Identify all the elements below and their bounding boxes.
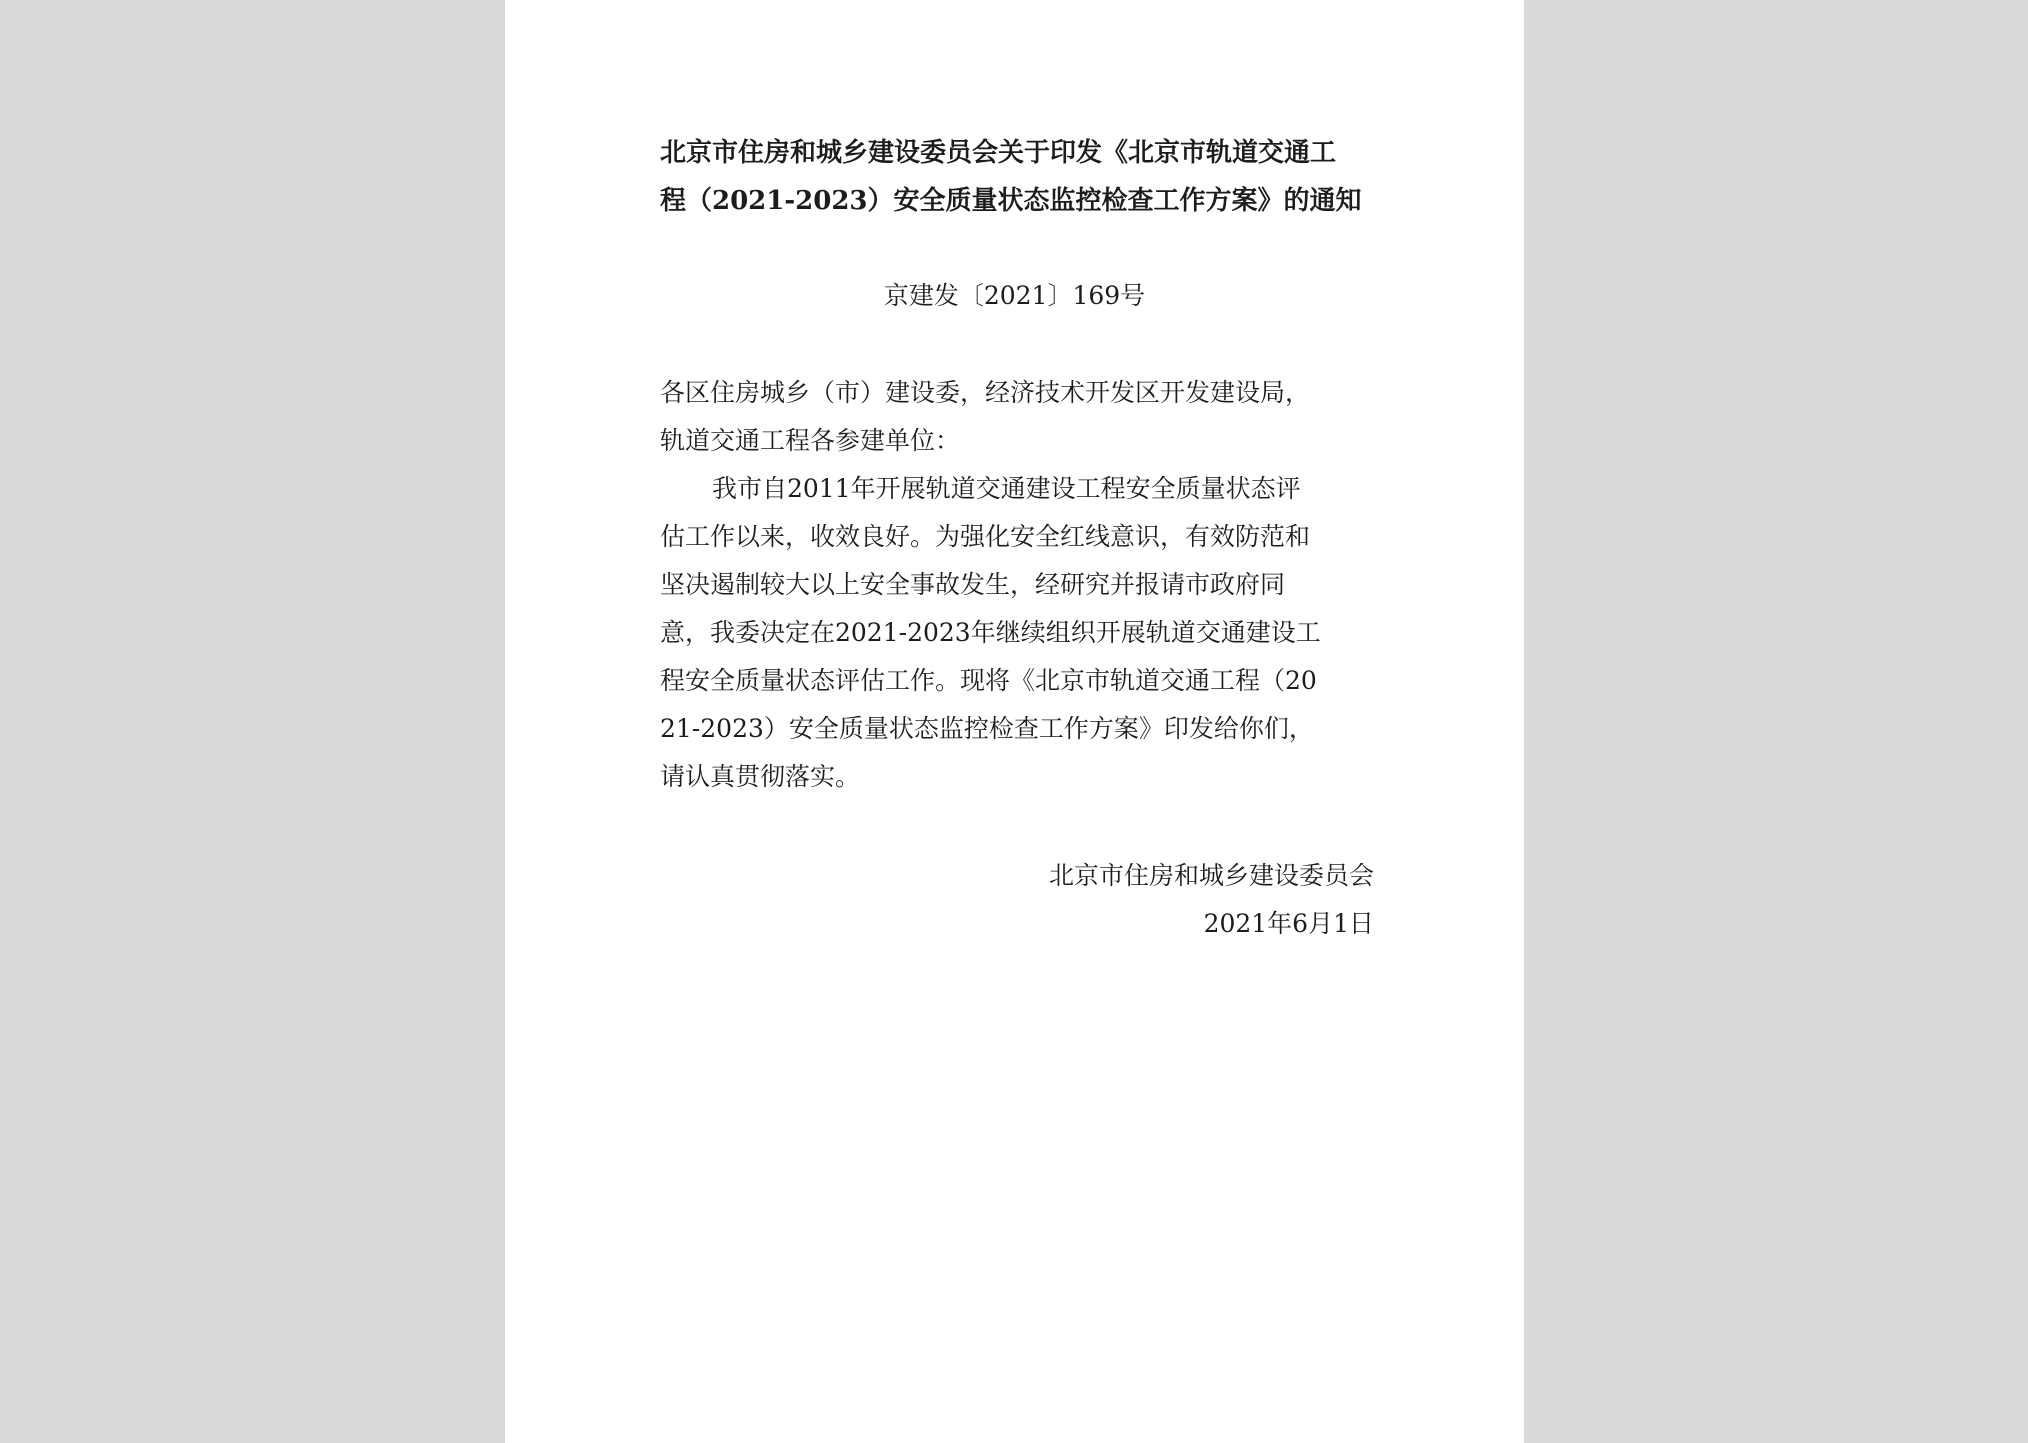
body-line: 我市自2011年开展轨道交通建设工程安全质量状态评 [712, 474, 1301, 503]
signature-organization: 北京市住房和城乡建设委员会 [1048, 861, 1374, 890]
signature-block [1049, 852, 1374, 948]
title-line: 程（2021-2023）安全质量状态监控检查工作方案》的通知 [660, 186, 1362, 216]
document-page [505, 0, 1524, 1443]
body-line: 估工作以来，收效良好。为强化安全红线意识，有效防范和 [660, 522, 1311, 551]
addressee-line: 轨道交通工程各参建单位： [660, 426, 961, 455]
body-line: 程安全质量状态评估工作。现将《北京市轨道交通工程（20 [660, 666, 1317, 695]
body-line: 请认真贯彻落实。 [660, 762, 861, 791]
addressee-line: 各区住房城乡（市）建设委，经济技术开发区开发建设局， [660, 378, 1311, 407]
document-number: 京建发〔2021〕169号 [883, 281, 1146, 310]
document-body [660, 369, 1372, 801]
document-title [660, 129, 1380, 225]
signature-date: 2021年6月1日 [1203, 909, 1374, 938]
title-line: 北京市住房和城乡建设委员会关于印发《北京市轨道交通工 [660, 138, 1337, 168]
body-line: 意，我委决定在2021-2023年继续组织开展轨道交通建设工 [660, 618, 1321, 647]
body-line: 坚决遏制较大以上安全事故发生，经研究并报请市政府同 [660, 570, 1286, 599]
body-line: 21-2023）安全质量状态监控检查工作方案》印发给你们， [660, 714, 1314, 743]
